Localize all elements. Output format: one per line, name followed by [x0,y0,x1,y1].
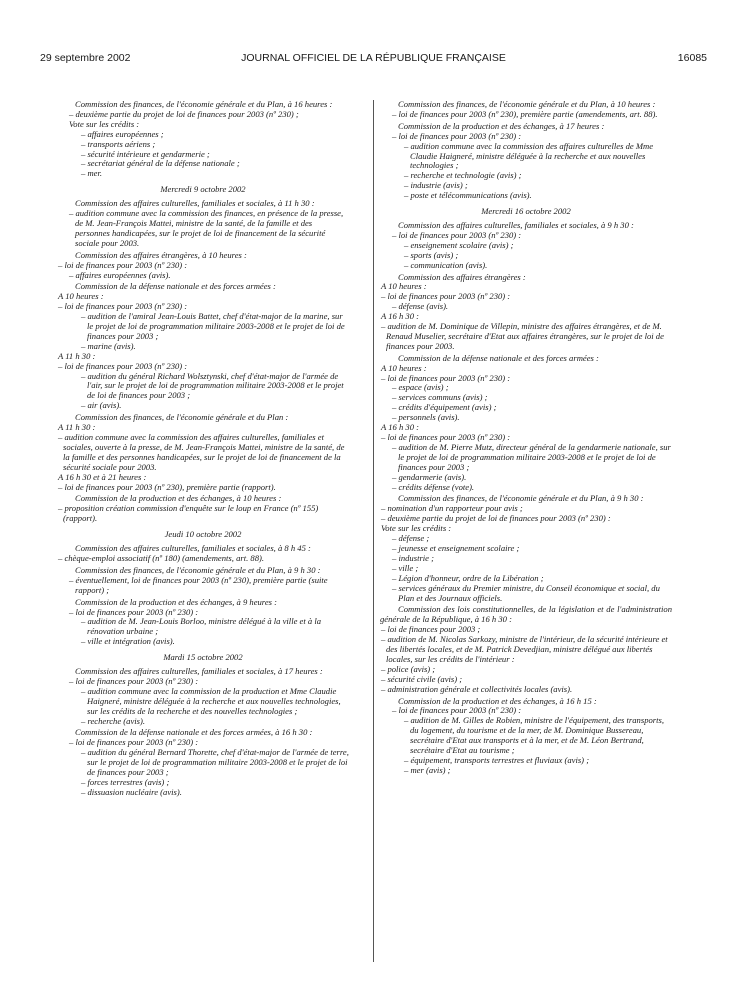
agenda-item: – poste et télécommunications (avis). [404,190,532,201]
commission-heading: Commission de la défense nationale et des forces armées : [398,352,599,363]
agenda-item: – air (avis). [81,400,122,411]
agenda-item: – enseignement scolaire (avis) ; [404,239,514,250]
commission-heading: Commission des affaires culturelles, familiales et sociales, à 17 heures : [75,666,323,677]
day-heading: Mardi 15 octobre 2002 [163,652,243,663]
commission-heading: Commission des finances, de l'économie générale et du Plan, à 9 h 30 : [398,493,644,504]
agenda-item: – police (avis) ; [381,663,436,674]
agenda-item: – loi de finances pour 2003 (nº 230) : [392,705,522,716]
commission-heading: Commission de la défense nationale et des forces armées : [75,281,276,292]
commission-heading: Commission des affaires étrangères, à 10 heures : [75,249,247,260]
agenda-item: – chèque-emploi associatif (nº 180) (amendements, art. 88). [58,552,265,563]
agenda-item: A 16 h 30 et à 21 heures : [58,471,147,482]
column-divider [373,100,374,962]
agenda-item: – audition commune avec la commission de la production et Mme Claudie Haigneré, ministre déléguée à la recherche et aux nouvelles technologies, sur les crédits de la recherche et des nouvelles technologies ; [81,685,341,716]
agenda-item: – loi de finances pour 2003 ; [381,624,481,635]
agenda-item: – audition de M. Nicolas Sarkozy, ministre de l'intérieur, de la sécurité intérieure et des libertés locales, et de M. Patrick Devedjian, ministre délégué aux libertés locales, sur les crédits de l'intérieur : [381,634,668,664]
agenda-item: – Légion d'honneur, ordre de la Libération ; [392,572,544,583]
agenda-item: – mer (avis) ; [404,764,451,775]
commission-heading: Commission des affaires culturelles, familiales et sociales, à 9 h 30 : [398,219,634,230]
agenda-item: – communication (avis). [404,259,488,270]
agenda-item: – espace (avis) ; [392,382,449,393]
agenda-item: – audition commune avec la commission des finances, en présence de la presse, de M. Jean-François Mattei, ministre de la santé, de la famille et des personnes handicapées, sur le projet de loi de financement de la sécurité sociale pour 2003. [69,208,344,248]
agenda-item: A 16 h 30 : [381,422,420,433]
agenda-item: – loi de finances pour 2003 (nº 230) : [58,259,188,270]
agenda-item: – industrie (avis) ; [404,180,468,191]
agenda-item: – proposition création commission d'enquête sur le loup en France (nº 155) (rapport). [58,503,319,524]
page-header [40,52,707,68]
commission-heading: Commission des finances, de l'économie générale et du Plan, à 16 heures : [75,99,333,109]
agenda-item: – recherche (avis). [81,715,146,726]
agenda-item: – loi de finances pour 2003 (nº 230) : [58,360,188,371]
agenda-item: – secrétariat général de la défense nationale ; [81,158,240,169]
agenda-item: – affaires européennes ; [81,128,164,139]
commission-heading: Commission des lois constitutionnelles, de la législation et de l'administration générale de la République, à 16 h 30 : [380,604,672,625]
left-column [57,100,349,798]
commission-heading: Commission des finances, de l'économie générale et du Plan, à 9 h 30 : [75,564,321,575]
agenda-item: – services communs (avis) ; [392,392,488,403]
commission-heading: Commission des finances, de l'économie générale et du Plan, à 10 heures : [398,99,656,109]
agenda-item: – loi de finances pour 2003 (nº 230), première partie (rapport). [58,481,276,492]
agenda-item: – loi de finances pour 2003 (nº 230), première partie (amendements, art. 88). [392,108,658,119]
agenda-item: – loi de finances pour 2003 (nº 230) : [58,301,188,312]
agenda-item: – défense (avis). [392,301,449,312]
agenda-item: – audition de l'amiral Jean-Louis Battet, chef d'état-major de la marine, sur le projet de loi de programmation militaire 2003-2008 et le projet de loi de finances pour 2003 ; [81,311,345,341]
agenda-item: – deuxième partie du projet de loi de finances pour 2003 (nº 230) : [381,513,611,524]
commission-heading: Commission de la défense nationale et des forces armées, à 16 h 30 : [75,727,313,738]
agenda-item: Vote sur les crédits : [381,523,452,534]
agenda-item: – marine (avis). [81,340,136,351]
agenda-item: Vote sur les crédits : [69,118,140,129]
agenda-item: – loi de finances pour 2003 (nº 230) : [392,229,522,240]
agenda-item: – audition du général Richard Wolsztynski, chef d'état-major de l'armée de l'air, sur le projet de loi de programmation militaire 2003-2008 et le projet de loi de finances pour 2003 ; [81,370,344,401]
agenda-item: – ville ; [392,562,419,573]
agenda-item: – dissuasion nucléaire (avis). [81,786,182,797]
day-heading: Mercredi 9 octobre 2002 [160,184,246,195]
commission-heading: Commission de la production et des échanges, à 10 heures : [75,493,282,504]
commission-heading: Commission des affaires culturelles, familiales et sociales, à 8 h 45 : [75,543,311,554]
agenda-item: – audition de M. Pierre Mutz, directeur général de la gendarmerie nationale, sur le projet de loi de programmation militaire 2003-2008 et le projet de loi de finances pour 2003 ; [392,441,671,472]
agenda-item: – sécurité civile (avis) ; [381,673,463,684]
header-title: JOURNAL OFFICIEL DE LA RÉPUBLIQUE FRANÇAISE [241,52,506,64]
right-column [380,100,672,776]
agenda-item: – loi de finances pour 2003 (nº 230) : [69,675,199,686]
agenda-item: – transports aériens ; [81,138,156,149]
agenda-item: – sports (avis) ; [404,249,459,260]
commission-heading: Commission des affaires étrangères : [398,271,526,282]
agenda-item: – audition de M. Gilles de Robien, ministre de l'équipement, des transports, du logement, du tourisme et de la mer, de M. Dominique Bussereau, secrétaire d'Etat aux transports et à la mer, et de M. Léon Bertrand, secrétaire d'Etat au tourisme ; [404,715,665,756]
agenda-item: – gendarmerie (avis). [392,471,467,482]
commission-heading: Commission des affaires culturelles, familiales et sociales, à 11 h 30 : [75,198,315,209]
agenda-item: – audition commune avec la commission des affaires culturelles de Mme Claudie Haigneré, ministre déléguée à la recherche et aux nouvelles technologies ; [404,140,654,171]
agenda-item: A 10 heures : [381,281,427,292]
agenda-item: – loi de finances pour 2003 (nº 230) : [381,432,511,442]
agenda-item: – administration générale et collectivités locales (avis). [381,683,573,694]
commission-heading: Commission de la production et des échanges, à 16 h 15 : [398,695,597,706]
agenda-item: – loi de finances pour 2003 (nº 230) : [381,291,511,302]
agenda-item: – affaires européennes (avis). [69,269,171,280]
day-heading: Mercredi 16 octobre 2002 [481,206,571,217]
agenda-item: – industrie ; [392,552,435,563]
agenda-item: – loi de finances pour 2003 (nº 230) : [381,372,511,383]
agenda-item: – ville et intégration (avis). [81,636,175,647]
agenda-item: – loi de finances pour 2003 (nº 230) : [69,606,199,617]
agenda-item: A 11 h 30 : [58,350,96,361]
header-date: 29 septembre 2002 [40,52,131,64]
agenda-item: A 10 heures : [58,291,104,302]
agenda-item: – audition de M. Jean-Louis Borloo, ministre délégué à la ville et à la rénovation urbaine ; [81,616,322,637]
agenda-item: – mer. [81,168,103,179]
agenda-item: – audition de M. Dominique de Villepin, ministre des affaires étrangères, et de M. Renaud Muselier, secrétaire d'Etat aux affaires étrangères, sur le projet de loi de finances pour 2003. [381,321,664,351]
agenda-item: – forces terrestres (avis) ; [81,777,170,787]
agenda-item: – crédits d'équipement (avis) ; [392,402,497,413]
agenda-item: – éventuellement, loi de finances pour 2003 (nº 230), première partie (suite rapport) ; [69,574,328,595]
agenda-item: – jeunesse et enseignement scolaire ; [392,542,520,553]
agenda-item: – loi de finances pour 2003 (nº 230) : [392,130,522,141]
agenda-item: – équipement, transports terrestres et fluviaux (avis) ; [404,755,590,765]
commission-heading: Commission des finances, de l'économie générale et du Plan : [75,412,289,423]
agenda-item: – services généraux du Premier ministre, du Conseil économique et social, du Plan et des Journaux officiels. [392,582,660,603]
agenda-item: A 10 heures : [381,362,427,373]
agenda-item: – recherche et technologie (avis) ; [404,170,522,181]
agenda-item: – nomination d'un rapporteur pour avis ; [381,503,523,514]
agenda-item: – loi de finances pour 2003 (nº 230) : [69,737,199,748]
agenda-item: – deuxième partie du projet de loi de finances pour 2003 (nº 230) ; [69,108,299,119]
commission-heading: Commission de la production et des échanges, à 17 heures : [398,120,605,131]
agenda-item: A 16 h 30 : [381,311,420,322]
agenda-item: – audition du général Bernard Thorette, chef d'état-major de l'armée de terre, sur le projet de loi de programmation militaire 2003-2008 et le projet de loi de finances pour 2003 ; [81,747,349,778]
agenda-item: – audition commune avec la commission des affaires culturelles, familiales et sociales, ouverte à la presse, de M. Jean-François Mattei, ministre de la santé, de la famille et des personnes handicapées, sur le projet de loi de financement de la sécurité sociale pour 2003. [58,432,345,472]
header-page-number: 16085 [677,52,707,64]
day-heading: Jeudi 10 octobre 2002 [164,529,242,540]
agenda-item: – sécurité intérieure et gendarmerie ; [81,148,210,159]
commission-heading: Commission de la production et des échanges, à 9 heures : [75,596,278,607]
agenda-item: – crédits défense (vote). [392,481,475,492]
agenda-item: – défense ; [392,533,430,544]
agenda-item: A 11 h 30 : [58,422,96,433]
agenda-item: – personnels (avis). [392,412,460,423]
